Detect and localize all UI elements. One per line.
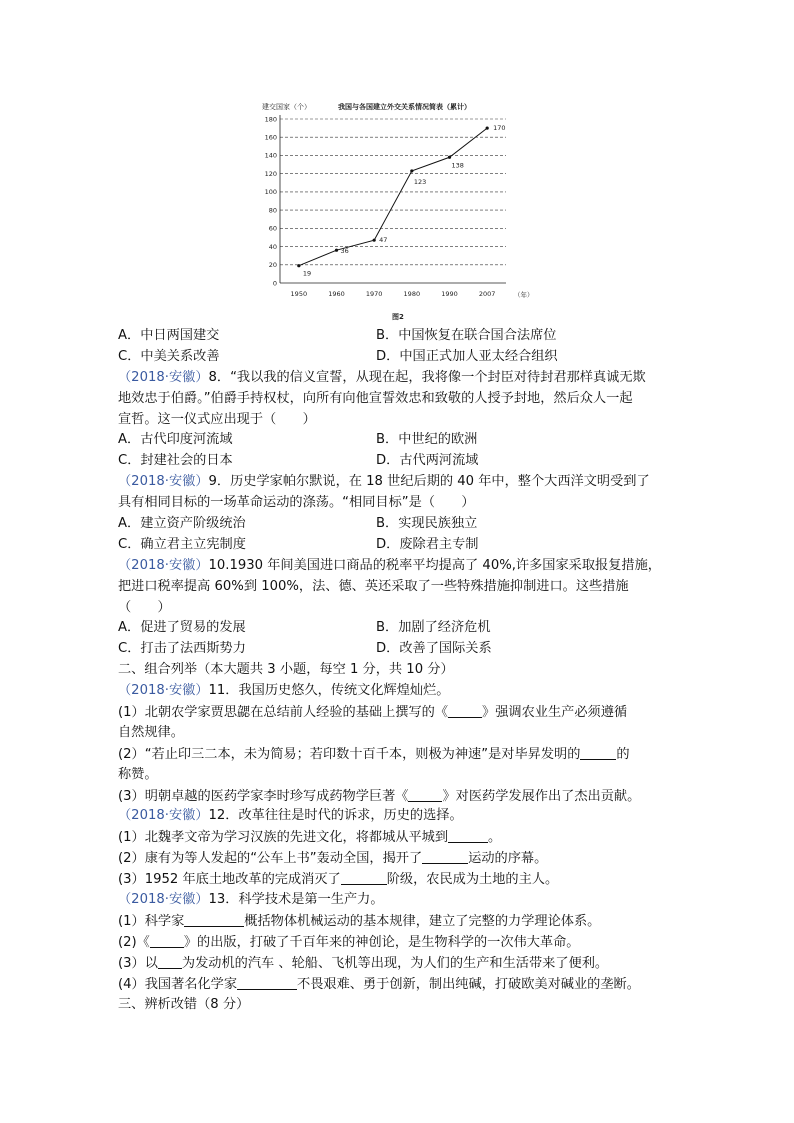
q8-option-d[interactable]: D．古代两河流域 <box>376 453 479 469</box>
q13-blank-4[interactable] <box>237 974 297 990</box>
data-point <box>410 169 413 172</box>
data-label: 123 <box>413 177 427 186</box>
q12-sub-1-text-a: (1）北魏孝文帝为学习汉族的先进文化，将都城从平城到 <box>118 830 449 846</box>
q10-options-row-1 <box>118 618 678 639</box>
y-tick-label: 20 <box>268 261 277 270</box>
y-tick-label: 100 <box>264 188 277 197</box>
data-label: 36 <box>340 247 349 256</box>
q10-option-d[interactable]: D．改善了国际关系 <box>376 641 492 657</box>
q13-stem-text: 13．科学技术是第一生产力。 <box>208 892 384 908</box>
question-content <box>118 326 678 1015</box>
q13-source-tag: （2018·安徽） <box>118 892 209 908</box>
q13-sub-1 <box>118 911 678 932</box>
q8-options-row-2 <box>118 451 678 472</box>
q7-option-a[interactable]: A．中日两国建交 <box>118 328 220 343</box>
q11-sub-1-text-a: (1）北朝农学家贾思勰在总结前人经验的基础上撰写的《 <box>118 705 449 721</box>
q13-sub-3-text-a: (3）以 <box>118 955 158 971</box>
q11-stem-text: 11．我国历史悠久，传统文化辉煌灿烂。 <box>208 683 450 699</box>
q13-sub-2-text-b: 》的出版，打破了千百年来的神创论，是生物科学的一次伟大革命。 <box>183 934 580 950</box>
q11-sub-3-text-a: (3）明朝卓越的医药学家李时珍写成药物学巨著《 <box>118 788 409 804</box>
x-tick-label: 1960 <box>328 290 345 298</box>
y-tick-label: 0 <box>272 279 277 288</box>
q8-line-1 <box>118 368 678 389</box>
q11-source-tag: （2018·安徽） <box>118 683 209 699</box>
q11-blank-2[interactable] <box>580 744 616 760</box>
y-tick-label: 60 <box>268 224 277 233</box>
q12-blank-3[interactable] <box>341 869 387 885</box>
chart-caption: 图2 <box>392 313 404 321</box>
x-tick-label: 1980 <box>403 290 421 298</box>
q12-sub-3 <box>118 869 678 890</box>
q12-blank-2[interactable] <box>422 848 468 864</box>
series-line <box>299 128 487 266</box>
q12-sub-1-text-b: 。 <box>488 830 502 846</box>
data-point <box>448 156 451 159</box>
q13-sub-4-text-b: 不畏艰难、勇于创新，制出纯碱，打破欧美对碱业的垄断。 <box>297 976 640 992</box>
q7-option-c[interactable]: C．中美关系改善 <box>118 348 220 364</box>
q13-stem <box>118 890 678 911</box>
q11-sub-3 <box>118 786 678 807</box>
q8-line-3: 宣哲。这一仪式应出现于（ ） <box>118 411 316 427</box>
q12-sub-1 <box>118 827 678 848</box>
q8-option-b[interactable]: B．中世纪的欧洲 <box>376 432 478 448</box>
q11-sub-1-text-b: 》强调农业生产必须遵循 <box>482 705 628 721</box>
y-tick-label: 40 <box>268 242 277 251</box>
q9-option-a[interactable]: A．建立资产阶级统治 <box>118 516 246 532</box>
q13-sub-4 <box>118 974 678 995</box>
q9-option-c[interactable]: C．确立君主立宪制度 <box>118 536 246 552</box>
q10-stem-1: 10.1930 年间美国进口商品的税率平均提高了 40%,许多国家采取报复措施， <box>208 557 661 573</box>
q11-sub-2-text-a: (2）“若止印三二本，未为简易；若印数十百千本，则极为神速”是对毕昇发明的 <box>118 746 581 762</box>
q9-source-tag: （2018·安徽） <box>118 474 209 490</box>
q13-sub-4-text-a: (4）我国著名化学家 <box>118 976 238 992</box>
data-label: 138 <box>451 161 464 170</box>
y-tick-label: 180 <box>264 115 277 124</box>
data-point <box>486 127 489 130</box>
q11-blank-3[interactable] <box>408 786 442 802</box>
q11-sub-1-cont: 自然规律。 <box>118 724 184 740</box>
q7-option-b[interactable]: B．中国恢复在联合国合法席位 <box>376 328 557 343</box>
data-label: 47 <box>379 236 388 245</box>
chart-title: 我国与各国建立外交关系情况简表（累计） <box>338 103 471 111</box>
q13-sub-2 <box>118 932 678 953</box>
section-2-heading: 二、组合列举（本大题共 3 小题，每空 1 分，共 10 分） <box>118 662 454 678</box>
x-tick-label: 1950 <box>290 290 308 298</box>
q12-stem <box>118 806 678 827</box>
y-tick-label: 160 <box>264 133 277 142</box>
q10-options-row-2 <box>118 639 678 660</box>
q8-option-c[interactable]: C．封建社会的日本 <box>118 453 233 469</box>
q10-option-c[interactable]: C．打击了法西斯势力 <box>118 641 246 657</box>
q10-option-a[interactable]: A．促进了贸易的发展 <box>118 620 246 636</box>
chart-axes <box>265 115 506 298</box>
q12-source-tag: （2018·安徽） <box>118 808 209 824</box>
q8-options-row-1 <box>118 430 678 451</box>
q9-option-d[interactable]: D．废除君主专制 <box>376 536 479 552</box>
q11-sub-3-text-b: 》对医药学发展作出了杰出贡献。 <box>442 788 641 804</box>
q8-stem-1: 8．“我以我的信义宣誓，从现在起，我将像一个封臣对待封君那样真诚无欺 <box>208 369 646 385</box>
q12-blank-1[interactable] <box>448 827 488 843</box>
q9-options-row-1 <box>118 514 678 535</box>
q9-stem-1: 9．历史学家帕尔默说，在 18 世纪后期的 40 年中，整个大西洋文明受到了 <box>208 474 650 490</box>
data-point <box>373 239 376 242</box>
data-label: 19 <box>302 269 312 278</box>
data-point <box>335 249 338 252</box>
q13-blank-2[interactable] <box>150 932 184 948</box>
q12-sub-3-text-b: 阶级，农民成为土地的主人。 <box>386 872 559 888</box>
q9-option-b[interactable]: B．实现民族独立 <box>376 516 478 532</box>
q12-stem-text: 12．改革往往是时代的诉求，历史的选择。 <box>208 808 463 824</box>
q7-option-d[interactable]: D．中国正式加人亚太经合组织 <box>376 348 558 364</box>
q11-sub-2 <box>118 744 678 765</box>
q13-sub-1-text-a: (1）科学家 <box>118 913 185 929</box>
q13-blank-1[interactable] <box>184 911 244 927</box>
q12-sub-2-text-a: (2）康有为等人发起的“公车上书”轰动全国，揭开了 <box>118 851 423 867</box>
chart-gridlines <box>280 119 506 265</box>
y-tick-label: 80 <box>268 206 277 215</box>
q8-option-a[interactable]: A．古代印度河流域 <box>118 432 233 448</box>
x-tick-label: 1990 <box>441 290 458 298</box>
q13-sub-3 <box>118 953 678 974</box>
y-tick-label: 120 <box>264 169 277 178</box>
y-tick-label: 140 <box>264 151 277 160</box>
q9-line-2: 具有相同目标的一场革命运动的涤荡。“相同目标”是（ ） <box>118 495 475 511</box>
data-point <box>297 264 300 267</box>
data-label: 170 <box>493 124 506 133</box>
q10-line-1 <box>118 556 678 577</box>
q12-sub-2-text-b: 运动的序幕。 <box>468 851 548 867</box>
q12-sub-3-text-a: (3）1952 年底土地改革的完成消灭了 <box>118 872 341 888</box>
q11-sub-1 <box>118 702 678 723</box>
q13-sub-1-text-b: 概括物体机械运动的基本规律，建立了完整的力学理论体系。 <box>244 913 601 929</box>
q10-option-b[interactable]: B．加剧了经济危机 <box>376 620 491 636</box>
q10-line-2: 把进口税率提高 60%到 100%，法、德、英还采取了一些特殊措施抑制进口。这些措施 <box>118 578 629 594</box>
q13-blank-3[interactable] <box>158 953 182 969</box>
chart-ylabel: 建交国家（个） <box>262 103 311 111</box>
x-tick-label: 2007 <box>478 290 496 298</box>
q8-line-2: 地效忠于伯爵。”伯爵手持权杖，向所有向他宣誓效忠和致敬的人授予封地，然后众人一起 <box>118 390 633 406</box>
diplomatic-relations-chart <box>258 97 538 322</box>
q8-source-tag: （2018·安徽） <box>118 369 209 385</box>
chart-series <box>297 124 505 278</box>
q7-options-row-1 <box>118 326 678 347</box>
q11-sub-2-text-b: 的 <box>616 746 630 762</box>
q13-sub-3-text-b: 为发动机的汽车 、轮船、飞机等出现，为人们的生产和生活带来了便利。 <box>181 955 609 971</box>
x-tick-label: 1970 <box>365 290 383 298</box>
q10-line-3: （ ） <box>118 599 171 615</box>
chart-xlabel: （年） <box>514 291 534 299</box>
section-3-heading: 三、辨析改错（8 分） <box>118 996 250 1012</box>
q10-source-tag: （2018·安徽） <box>118 557 209 573</box>
q9-line-1 <box>118 472 678 493</box>
q11-stem <box>118 681 678 702</box>
q9-options-row-2 <box>118 535 678 556</box>
q11-blank-1[interactable] <box>448 702 482 718</box>
q12-sub-2 <box>118 848 678 869</box>
q7-options-row-2 <box>118 347 678 368</box>
line-chart-svg <box>258 97 538 322</box>
q13-sub-2-text-a: (2)《 <box>118 934 150 950</box>
q11-sub-2-cont: 称赞。 <box>118 766 158 782</box>
